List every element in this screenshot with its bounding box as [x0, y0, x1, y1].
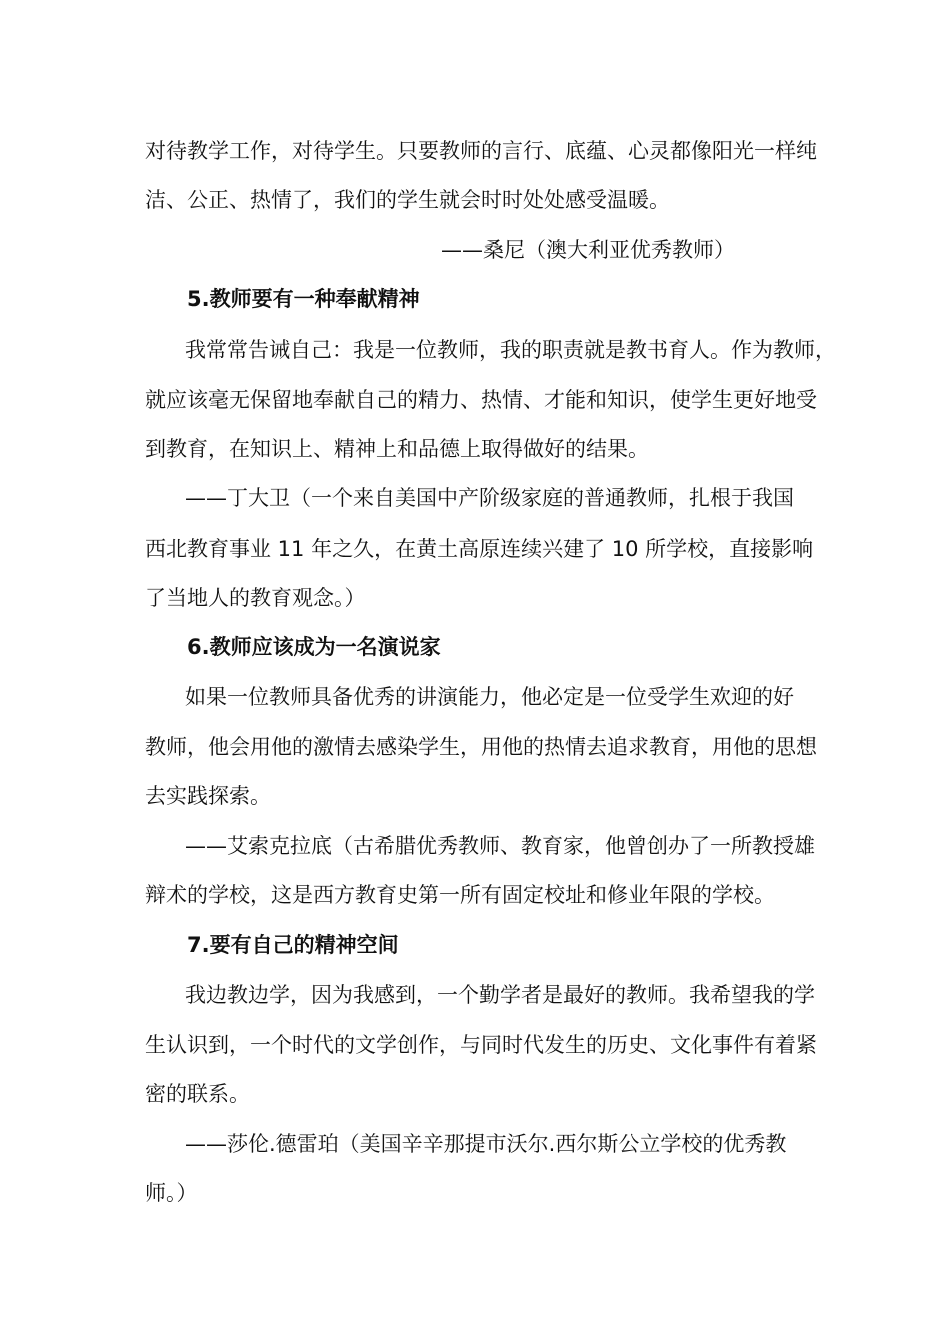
paragraph-line: 我常常告诫自己：我是一位教师，我的职责就是教书育人。作为教师， [185, 338, 836, 362]
section-heading: 6.教师应该成为一名演说家 [187, 635, 441, 659]
paragraph-line: 生认识到，一个时代的文学创作，与同时代发生的历史、文化事件有着紧 [145, 1033, 817, 1057]
paragraph-line: 就应该毫无保留地奉献自己的精力、热情、才能和知识，使学生更好地受 [145, 388, 817, 412]
quote-attribution: ——桑尼（澳大利亚优秀教师） [441, 238, 735, 262]
paragraph-line: 洁、公正、热情了，我们的学生就会时时处处感受温暖。 [145, 188, 670, 212]
paragraph-line: 西北教育事业 11 年之久，在黄土高原连续兴建了 10 所学校，直接影响 [145, 537, 814, 561]
paragraph-line: 师。） [145, 1181, 198, 1205]
paragraph-line: 辩术的学校，这是西方教育史第一所有固定校址和修业年限的学校。 [145, 883, 775, 907]
quote-attribution: ——艾索克拉底（古希腊优秀教师、教育家，他曾创办了一所教授雄 [185, 834, 815, 858]
quote-attribution: ——莎伦.德雷珀（美国辛辛那提市沃尔.西尔斯公立学校的优秀教 [185, 1132, 787, 1156]
paragraph-line: 密的联系。 [145, 1082, 250, 1106]
paragraph-line: 我边教边学，因为我感到，一个勤学者是最好的教师。我希望我的学 [185, 983, 815, 1007]
paragraph-line: 教师，他会用他的激情去感染学生，用他的热情去追求教育，用他的思想 [145, 735, 817, 759]
quote-attribution: ——丁大卫（一个来自美国中产阶级家庭的普通教师，扎根于我国 [185, 486, 794, 510]
paragraph-line: 到教育，在知识上、精神上和品德上取得做好的结果。 [145, 437, 649, 461]
paragraph-line: 了当地人的教育观念。） [145, 586, 366, 610]
section-heading: 5.教师要有一种奉献精神 [187, 287, 420, 311]
paragraph-line: 去实践探索。 [145, 784, 271, 808]
paragraph-line: 如果一位教师具备优秀的讲演能力，他必定是一位受学生欢迎的好 [185, 685, 794, 709]
section-heading: 7.要有自己的精神空间 [187, 933, 399, 957]
paragraph-line: 对待教学工作，对待学生。只要教师的言行、底蕴、心灵都像阳光一样纯 [145, 139, 817, 163]
